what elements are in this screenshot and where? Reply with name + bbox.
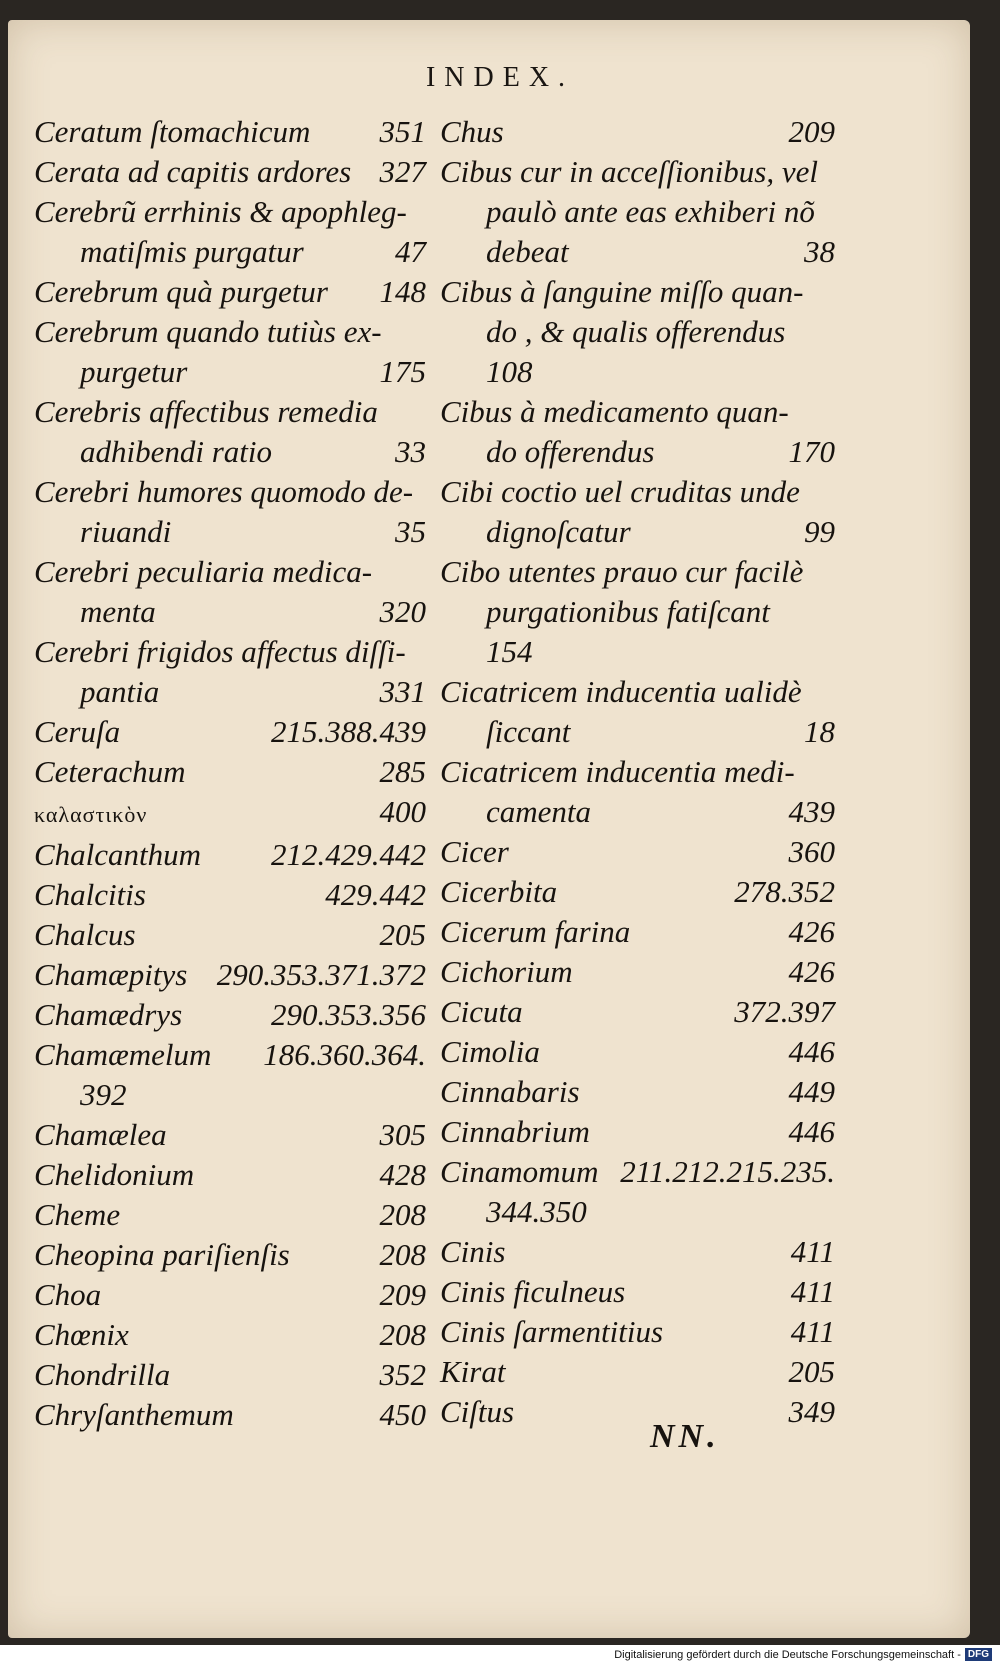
entry-page-ref: 99	[804, 514, 835, 549]
index-entry	[34, 1235, 426, 1275]
entry-term: Chamæmelum	[34, 1037, 212, 1072]
entry-page-ref: 290.353.371.372	[216, 957, 426, 992]
index-entry	[34, 792, 426, 835]
entry-page-ref: 205	[379, 917, 426, 952]
index-entry	[440, 112, 835, 152]
entry-page-ref: 285	[379, 754, 426, 789]
entry-term: Cinis	[440, 1234, 506, 1269]
entry-page-ref: 208	[379, 1237, 426, 1272]
entry-page-ref: 446	[788, 1114, 835, 1149]
index-entry	[34, 1195, 426, 1235]
entry-term: Chamæpitys	[34, 957, 188, 992]
index-entry	[440, 552, 835, 672]
index-entry	[34, 1115, 426, 1155]
entry-term: adhibendi ratio	[80, 434, 273, 469]
entry-term: Chryſanthemum	[34, 1397, 234, 1432]
entry-page-ref: 208	[379, 1317, 426, 1352]
entry-page-ref: 411	[790, 1314, 835, 1349]
entry-term: ſiccant	[486, 714, 571, 749]
entry-page-ref-continued: 392	[80, 1077, 127, 1112]
index-entry	[34, 915, 426, 955]
entry-page-ref: 205	[788, 1354, 835, 1389]
entry-page-ref: 320	[379, 594, 426, 629]
index-entry	[34, 875, 426, 915]
page-header: INDEX.	[425, 62, 575, 93]
entry-term: Cibus à ſanguine miſſo quan-	[440, 274, 804, 309]
entry-term: Cheme	[34, 1197, 121, 1232]
entry-term: matiſmis purgatur	[80, 234, 304, 269]
index-entry	[440, 1312, 835, 1352]
index-entry	[34, 1155, 426, 1195]
index-entry	[440, 872, 835, 912]
entry-term: Cicuta	[440, 994, 523, 1029]
entry-page-ref: 446	[788, 1034, 835, 1069]
index-entry	[440, 672, 835, 752]
entry-term: Cerata ad capitis ardores	[34, 154, 352, 189]
entry-term: Chœnix	[34, 1317, 129, 1352]
index-entry	[34, 1395, 426, 1435]
index-entry	[440, 1272, 835, 1312]
entry-term: Chamædrys	[34, 997, 183, 1032]
index-entry	[34, 712, 426, 752]
entry-term: Chalcitis	[34, 877, 146, 912]
index-entry	[34, 472, 426, 552]
entry-page-ref: 372.397	[734, 994, 835, 1029]
entry-page-ref: 450	[379, 1397, 426, 1432]
index-entry	[440, 752, 835, 832]
index-entry	[34, 955, 426, 995]
entry-page-ref: 209	[379, 1277, 426, 1312]
index-entry	[34, 1035, 426, 1115]
entry-term: Cinnabaris	[440, 1074, 580, 1109]
entry-term: Cinamomum	[440, 1154, 599, 1189]
entry-page-ref: 33	[395, 434, 426, 469]
entry-page-ref: 331	[379, 674, 426, 709]
index-entry	[34, 312, 426, 392]
entry-page-ref: 426	[788, 914, 835, 949]
entry-term: Chalcanthum	[34, 837, 202, 872]
index-entry	[34, 1355, 426, 1395]
index-entry	[34, 1315, 426, 1355]
entry-term: pantia	[80, 674, 160, 709]
index-entry	[34, 995, 426, 1035]
entry-term: Cibus cur in acceſſionibus, vel	[440, 154, 818, 189]
footer-text: Digitalisierung gefördert durch die Deutsche Forschungsgemeinschaft -	[614, 1648, 961, 1661]
index-entry	[34, 1275, 426, 1315]
entry-page-ref: 327	[379, 154, 426, 189]
index-entry	[34, 835, 426, 875]
index-entry	[440, 1392, 835, 1432]
entry-term: Chus	[440, 114, 504, 149]
index-entry	[440, 912, 835, 952]
index-entry	[440, 1152, 835, 1232]
entry-term: Ceterachum	[34, 754, 186, 789]
index-entry	[440, 1032, 835, 1072]
entry-term: Cicer	[440, 834, 509, 869]
index-entry	[34, 272, 426, 312]
entry-term: camenta	[486, 794, 592, 829]
entry-term: Cichorium	[440, 954, 573, 989]
index-entry	[440, 952, 835, 992]
entry-page-ref: 209	[788, 114, 835, 149]
catchword: NN.	[650, 1418, 720, 1455]
index-entry	[440, 1072, 835, 1112]
entry-page-ref: 170	[788, 434, 835, 469]
entry-term: do , & qualis offerendus	[486, 314, 786, 349]
entry-term: Cinis ſarmentitius	[440, 1314, 664, 1349]
entry-term: purgationibus fatiſcant	[486, 594, 770, 629]
entry-page-ref: 449	[788, 1074, 835, 1109]
entry-page-ref: 411	[790, 1234, 835, 1269]
entry-page-ref-continued: 344.350	[486, 1194, 587, 1229]
entry-term: Cinis ficulneus	[440, 1274, 626, 1309]
footer-credit	[614, 1648, 992, 1661]
entry-page-ref: 429.442	[325, 877, 426, 912]
entry-term: riuandi	[80, 514, 172, 549]
entry-page-ref-continued: 154	[486, 634, 533, 669]
entry-page-ref: 208	[379, 1197, 426, 1232]
entry-term: Cicatricem inducentia medi-	[440, 754, 795, 789]
index-entry	[440, 1232, 835, 1272]
entry-term: Cicatricem inducentia ualidè	[440, 674, 802, 709]
index-entry	[440, 832, 835, 872]
entry-term: Ceruſa	[34, 714, 121, 749]
entry-term: Cibi coctio uel cruditas unde	[440, 474, 800, 509]
index-column-right	[440, 112, 835, 1432]
entry-term: Cerebris affectibus remedia	[34, 394, 378, 429]
entry-term: Kirat	[440, 1354, 506, 1389]
entry-term: Cerebri humores quomodo de-	[34, 474, 414, 509]
index-entry	[34, 552, 426, 632]
entry-term: καλαστικὸν	[34, 802, 148, 827]
entry-term: dignoſcatur	[486, 514, 631, 549]
entry-term: Cerebrum quando tutiùs ex-	[34, 314, 382, 349]
entry-page-ref: 175	[379, 354, 426, 389]
index-entry	[440, 472, 835, 552]
index-column-left	[34, 112, 426, 1435]
dfg-logo: DFG	[965, 1648, 992, 1661]
entry-page-ref: 290.353.356	[271, 997, 426, 1032]
entry-page-ref: 439	[788, 794, 835, 829]
index-entry	[34, 152, 426, 192]
entry-term: Cerebri frigidos affectus diſſi-	[34, 634, 406, 669]
entry-page-ref: 278.352	[734, 874, 835, 909]
entry-term: Chelidonium	[34, 1157, 195, 1192]
entry-term: Ciſtus	[440, 1394, 515, 1429]
entry-term: Chamælea	[34, 1117, 167, 1152]
entry-page-ref: 360	[788, 834, 835, 869]
index-entry	[34, 192, 426, 272]
index-entry	[440, 1352, 835, 1392]
entry-page-ref: 212.429.442	[271, 837, 426, 872]
entry-term: Cicerbita	[440, 874, 558, 909]
entry-term: Chalcus	[34, 917, 136, 952]
entry-term: debeat	[486, 234, 569, 269]
entry-page-ref: 47	[395, 234, 426, 269]
entry-page-ref: 400	[379, 794, 426, 829]
index-entry	[440, 392, 835, 472]
entry-term: Cerebri peculiaria medica-	[34, 554, 373, 589]
entry-page-ref: 38	[804, 234, 835, 269]
entry-page-ref: 428	[379, 1157, 426, 1192]
index-entry	[34, 632, 426, 712]
entry-page-ref: 186.360.364.	[263, 1037, 426, 1072]
index-entry	[440, 272, 835, 392]
index-entry	[440, 992, 835, 1032]
entry-page-ref: 148	[379, 274, 426, 309]
entry-page-ref-continued: 108	[486, 354, 533, 389]
entry-term: Chondrilla	[34, 1357, 171, 1392]
index-entry	[34, 752, 426, 792]
entry-page-ref: 35	[395, 514, 426, 549]
entry-term: Choa	[34, 1277, 102, 1312]
entry-term: Cibus à medicamento quan-	[440, 394, 789, 429]
entry-page-ref: 305	[379, 1117, 426, 1152]
entry-term: Cicerum farina	[440, 914, 631, 949]
entry-page-ref: 215.388.439	[271, 714, 426, 749]
entry-page-ref: 18	[804, 714, 835, 749]
index-entry	[34, 112, 426, 152]
entry-page-ref: 351	[379, 114, 426, 149]
index-entry	[440, 152, 835, 272]
entry-term: do offerendus	[486, 434, 655, 469]
entry-term: purgetur	[80, 354, 188, 389]
entry-term: menta	[80, 594, 156, 629]
entry-term: Cimolia	[440, 1034, 540, 1069]
entry-term: Cerebrũ errhinis & apophleg-	[34, 194, 407, 229]
entry-term: Cinnabrium	[440, 1114, 590, 1149]
entry-page-ref: 211.212.215.235.	[620, 1154, 835, 1189]
index-entry	[440, 1112, 835, 1152]
entry-term: Cheopina pariſienſis	[34, 1237, 290, 1272]
entry-page-ref: 426	[788, 954, 835, 989]
entry-term: Cerebrum quà purgetur	[34, 274, 328, 309]
entry-page-ref: 352	[379, 1357, 426, 1392]
entry-page-ref: 411	[790, 1274, 835, 1309]
entry-page-ref: 349	[788, 1394, 835, 1429]
entry-term: Ceratum ſtomachicum	[34, 114, 311, 149]
index-entry	[34, 392, 426, 472]
entry-term: Cibo utentes prauo cur facilè	[440, 554, 804, 589]
entry-term: paulò ante eas exhiberi nõ	[486, 194, 815, 229]
